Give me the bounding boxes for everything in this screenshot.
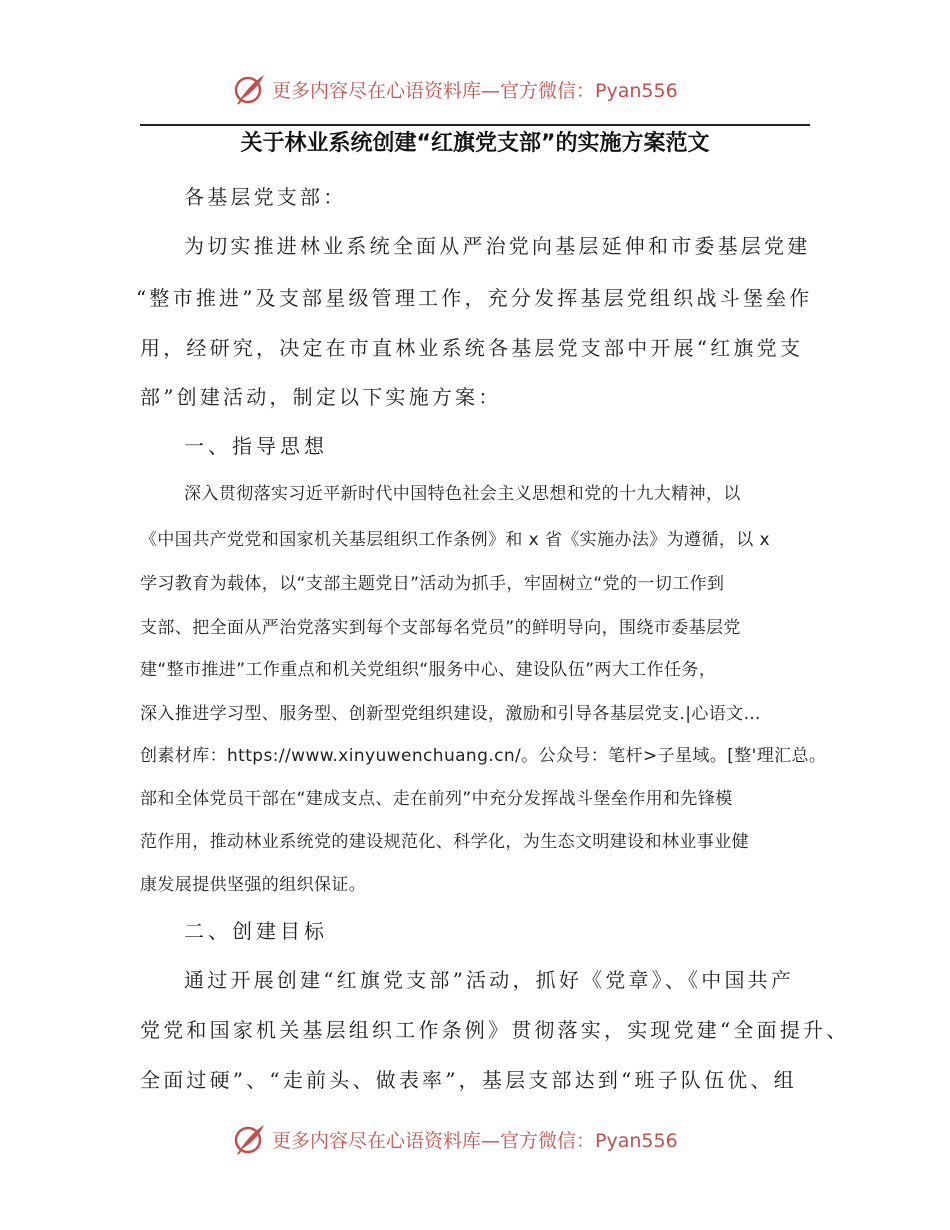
watermark-wechat-id: Pyan556 xyxy=(595,1130,678,1152)
paragraph-line: 创素材库：https://www.xinyuwenchuang.cn/。公众号：笔杆>子星域。[整'理汇总。 xyxy=(140,746,827,766)
salutation: 各基层党支部： xyxy=(184,185,347,209)
watermark-label: 更多内容尽在心语资料库—官方微信： xyxy=(272,1130,596,1152)
feather-pen-logo-icon xyxy=(233,1122,267,1156)
paragraph-line: 通过开展创建“红旗党支部”活动，抓好《党章》、《中国共产 xyxy=(184,968,795,992)
watermark-text xyxy=(272,1126,678,1153)
paragraph-line: 范作用，推动林业系统党的建设规范化、科学化，为生态文明建设和林业事业健 xyxy=(140,832,749,852)
paragraph-line: 《中国共产党党和国家机关基层组织工作条例》和 x 省《实施办法》为遵循，以 x xyxy=(140,530,770,550)
paragraph-line: 深入贯彻落实习近平新时代中国特色社会主义思想和党的十九大精神，以 xyxy=(184,484,741,504)
feather-pen-logo-icon xyxy=(233,72,267,106)
paragraph-line: 党党和国家机关基层组织工作条例》贯彻落实，实现党建“全面提升、 xyxy=(140,1018,850,1042)
section-heading: 一、指导思想 xyxy=(184,434,328,458)
watermark-banner-top xyxy=(0,70,950,110)
paragraph-line: 支部、把全面从严治党落实到每个支部每名党员”的鲜明导向，围绕市委基层党 xyxy=(140,618,741,638)
watermark-text xyxy=(272,76,678,103)
header-rule xyxy=(140,124,810,126)
paragraph-line: 用，经研究，决定在市直林业系统各基层党支部中开展“红旗党支 xyxy=(140,336,804,360)
paragraph-line: 学习教育为载体，以“支部主题党日”活动为抓手，牢固树立“党的一切工作到 xyxy=(140,574,725,594)
document-title: 关于林业系统创建“红旗党支部”的实施方案范文 xyxy=(240,131,710,156)
watermark-label: 更多内容尽在心语资料库—官方微信： xyxy=(272,80,596,102)
watermark-wechat-id: Pyan556 xyxy=(595,80,678,102)
paragraph-line: 部和全体党员干部在“建成支点、走在前列”中充分发挥战斗堡垒作用和先锋模 xyxy=(140,789,733,809)
paragraph-line: 建“整市推进”工作重点和机关党组织“服务中心、建设队伍”两大工作任务， xyxy=(140,660,717,680)
section-heading: 二、创建目标 xyxy=(184,919,328,943)
paragraph-line: 深入推进学习型、服务型、创新型党组织建设，激励和引导各基层党支.|心语文… xyxy=(140,704,761,724)
watermark-banner-bottom xyxy=(0,1120,950,1160)
paragraph-line: 部”创建活动，制定以下实施方案： xyxy=(140,385,502,409)
paragraph-line: 康发展提供坚强的组织保证。 xyxy=(140,875,367,895)
paragraph-line: 全面过硬”、“走前头、做表率”，基层支部达到“班子队伍优、组 xyxy=(140,1068,797,1092)
paragraph-line: “整市推进”及支部星级管理工作，充分发挥基层党组织战斗堡垒作 xyxy=(136,286,813,310)
paragraph-line: 为切实推进林业系统全面从严治党向基层延伸和市委基层党建 xyxy=(184,234,811,258)
